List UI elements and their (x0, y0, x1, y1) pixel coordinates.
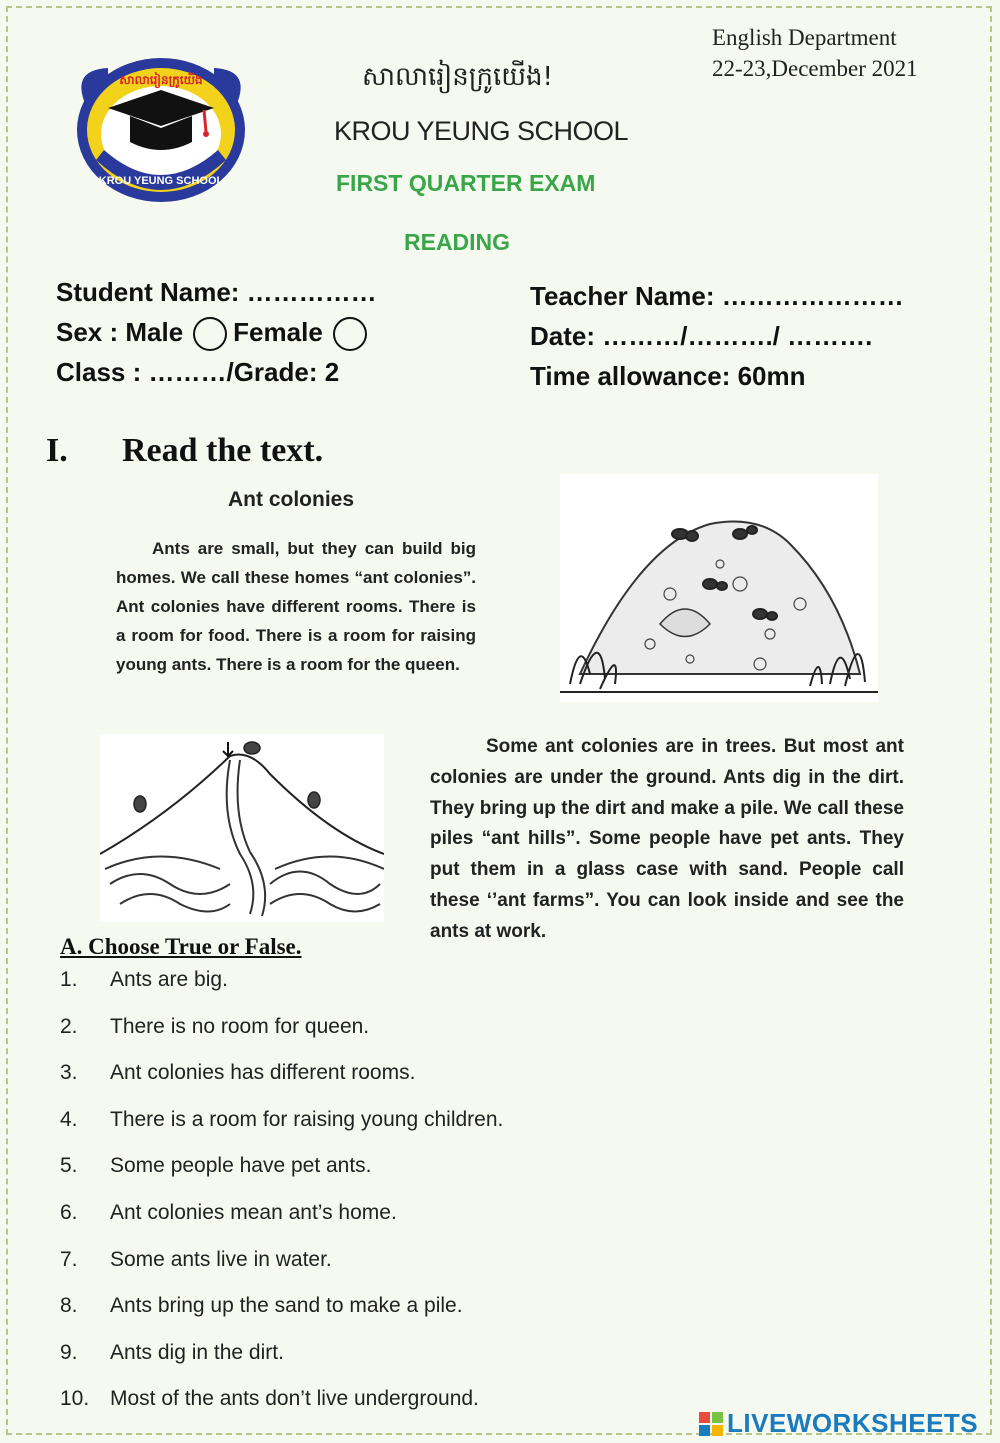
question-text: Ant colonies mean ant’s home. (110, 1200, 397, 1224)
question-number: 8. (60, 1294, 78, 1318)
sex-row (56, 312, 377, 352)
male-radio[interactable] (193, 317, 227, 351)
school-logo (68, 50, 254, 210)
date-field[interactable]: Date: ………/………./ ………. (530, 321, 873, 351)
logo-top-text: សាលារៀនក្រូយើង (119, 73, 203, 87)
question-number: 7. (60, 1247, 78, 1271)
department-block (712, 22, 918, 84)
teacher-info (530, 276, 904, 396)
question-number: 5. (60, 1154, 78, 1178)
department-name: English Department (712, 25, 897, 50)
school-name: KROU YEUNG SCHOOL (334, 116, 629, 146)
question-item[interactable] (60, 1248, 503, 1295)
question-text: Ants are big. (110, 968, 228, 991)
ant-hill-illustration (560, 474, 878, 702)
question-item[interactable] (60, 1294, 503, 1341)
student-name-field[interactable]: Student Name: …………… (56, 277, 377, 307)
question-text: Some ants live in water. (110, 1247, 332, 1271)
question-item[interactable] (60, 1201, 503, 1248)
female-radio[interactable] (333, 317, 367, 351)
logo-bottom-text: KROU YEUNG SCHOOL (98, 175, 224, 187)
question-number: 4. (60, 1107, 78, 1131)
liveworksheets-logo-icon (698, 1411, 724, 1437)
question-number: 1. (60, 968, 78, 991)
question-text: There is a room for raising young children. (110, 1107, 504, 1131)
khmer-school-name: សាលារៀនក្រូយើង! (362, 62, 553, 92)
section-number: I. (46, 432, 68, 469)
exercise-title: A. Choose True or False. (60, 934, 302, 959)
question-number: 3. (60, 1061, 78, 1085)
brand-text: LIVEWORKSHEETS (727, 1408, 979, 1438)
question-text: Most of the ants don’t live underground. (110, 1387, 479, 1411)
student-info (56, 272, 377, 392)
question-item[interactable] (60, 1015, 503, 1062)
question-list (60, 968, 503, 1434)
question-number: 6. (60, 1200, 78, 1224)
section-title (46, 432, 323, 470)
liveworksheets-brand[interactable] (698, 1408, 978, 1439)
section-heading: Read the text. (122, 432, 324, 469)
teacher-name-field[interactable]: Teacher Name: ………………… (530, 281, 904, 311)
exam-date: 22-23,December 2021 (712, 56, 918, 81)
question-item[interactable] (60, 968, 503, 1015)
reading-title: Ant colonies (228, 488, 355, 511)
question-text: Ants bring up the sand to make a pile. (110, 1294, 463, 1318)
question-item[interactable] (60, 1387, 503, 1434)
subject-title: READING (404, 229, 511, 255)
question-text: There is no room for queen. (110, 1014, 370, 1038)
question-number: 9. (60, 1340, 78, 1364)
question-text: Some people have pet ants. (110, 1154, 372, 1178)
exam-title: FIRST QUARTER EXAM (336, 170, 596, 196)
question-item[interactable] (60, 1061, 503, 1108)
reading-paragraph-1: Ants are small, but they can build big homes. We call these homes “ant colonies”. Ant colonies have different rooms. There is a room for food. There is a room for raising young ants. There is a room for the queen. (116, 539, 476, 674)
question-text: Ant colonies has different rooms. (110, 1061, 416, 1085)
question-number: 10. (60, 1387, 90, 1411)
question-number: 2. (60, 1014, 78, 1038)
question-item[interactable] (60, 1154, 503, 1201)
male-label: Sex : Male (56, 317, 184, 347)
time-allowance: Time allowance: 60mn (530, 361, 806, 391)
female-label: Female (233, 317, 323, 347)
reading-paragraph-2: Some ant colonies are in trees. But most ant colonies are under the ground. Ants dig in the dirt. They bring up the dirt and make a pile. We call these piles “ant hills”. Some people have pet ants. They put them in a glass case with sand. People call these ‘’ant farms”. You can look inside and see the ants at work. (430, 736, 904, 942)
question-item[interactable] (60, 1108, 503, 1155)
class-field[interactable]: Class : ………/Grade: 2 (56, 357, 340, 387)
question-item[interactable] (60, 1341, 503, 1388)
question-text: Ants dig in the dirt. (110, 1340, 284, 1364)
ant-tunnels-illustration (100, 734, 384, 922)
